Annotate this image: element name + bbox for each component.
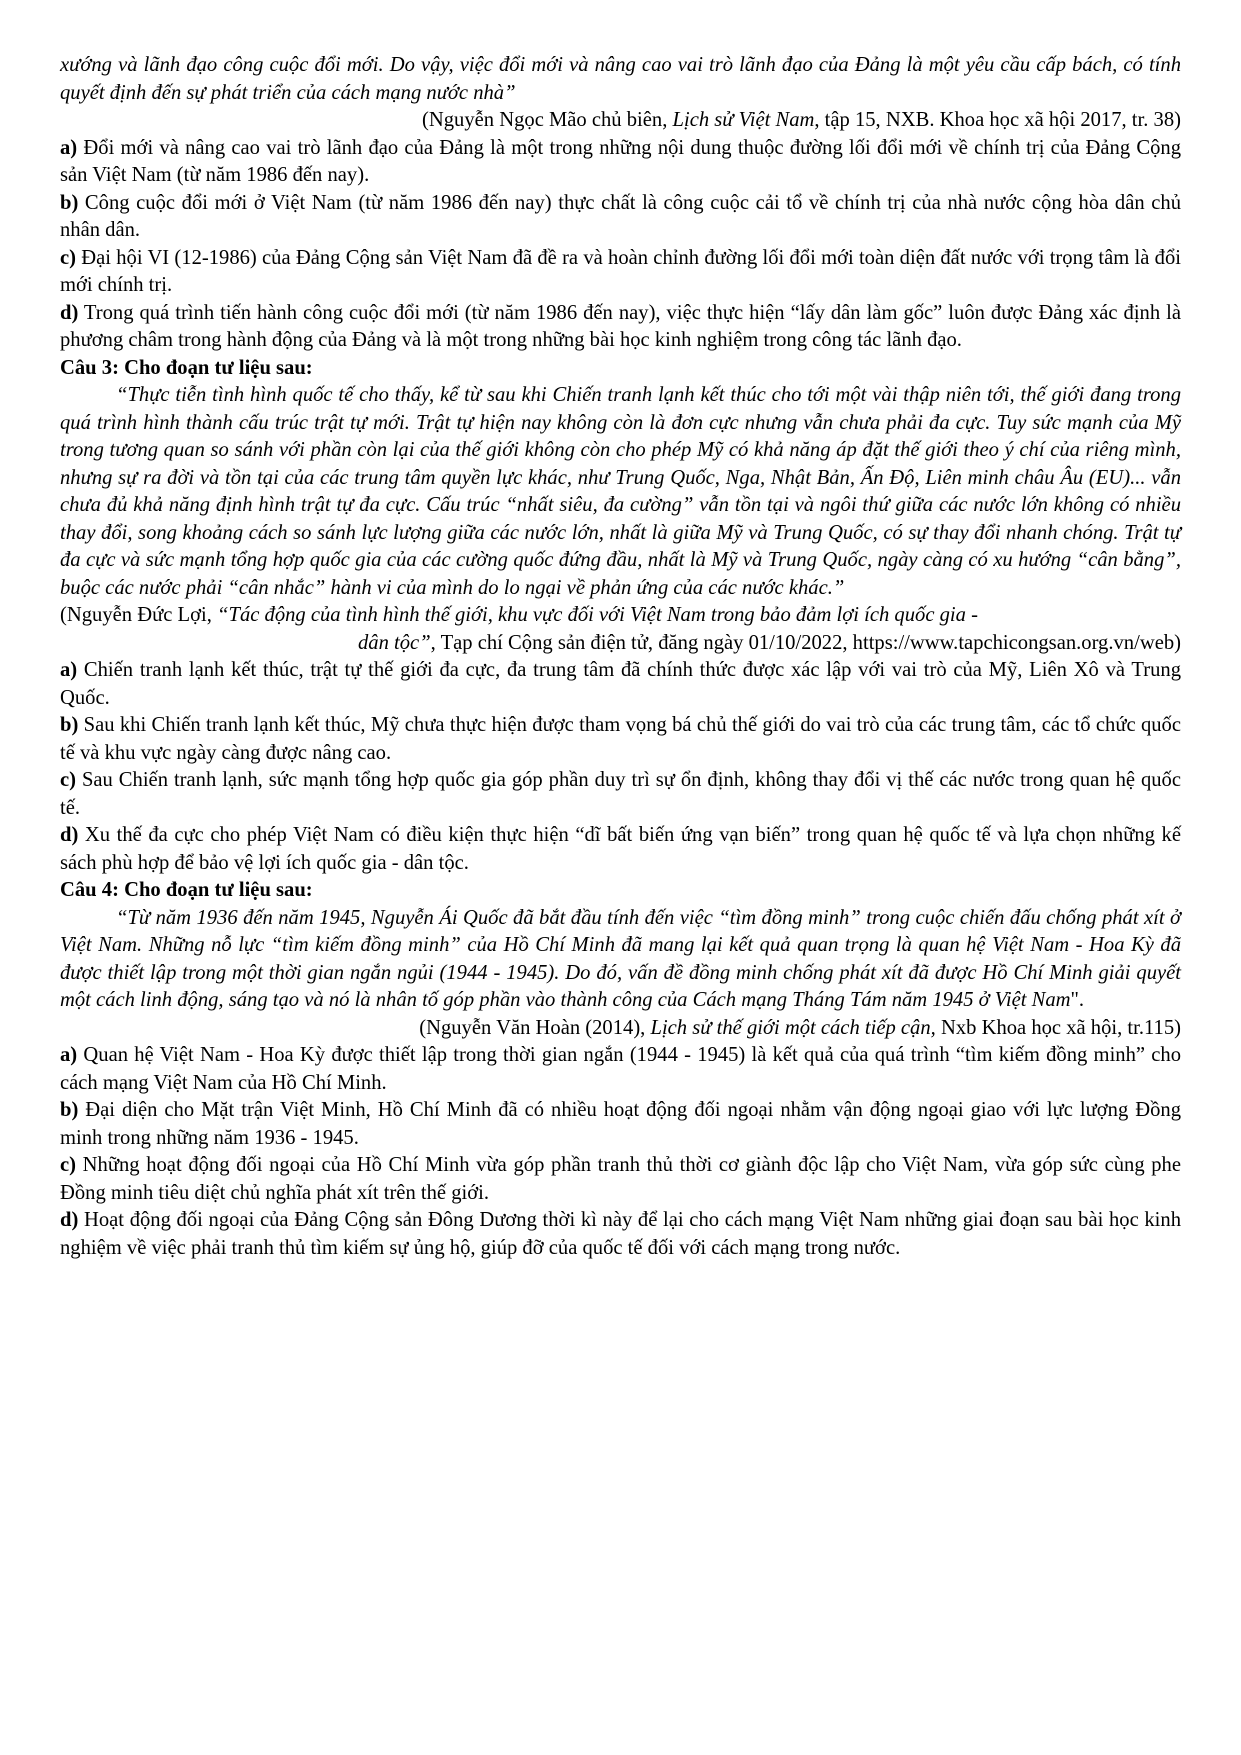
quote-continuation: xướng và lãnh đạo công cuộc đổi mới. Do vậy, việc đổi mới và nâng cao vai trò lãnh đạo của Đảng là một yêu cầu cấp bách, có tính quyết định đến sự phát triển của cách mạng nước nhà”	[60, 54, 1181, 104]
question-3-source: (Nguyễn Đức Lợi, “Tác động của tình hình thế giới, khu vực đối với Việt Nam trong bảo đảm lợi ích quốc gia - dân tộc”, Tạp chí Cộng sản điện tử, đăng ngày 01/10/2022, https://www.tapchicongsan.org.vn/web)	[60, 604, 1181, 654]
statement-c: c) Đại hội VI (12-1986) của Đảng Cộng sản Việt Nam đã đề ra và hoàn chỉnh đường lối đổi mới toàn diện đất nước với trọng tâm là đổi mới chính trị.	[60, 246, 1181, 296]
q4-statement-d: d) Hoạt động đối ngoại của Đảng Cộng sản Đông Dương thời kì này để lại cho cách mạng Việt Nam những giai đoạn sau bài học kinh nghiệm về việc phải tranh thủ tìm kiếm sự ủng hộ, giúp đỡ của quốc tế đối với cách mạng trong nước.	[60, 1209, 1181, 1259]
q3-statement-d: d) Xu thế đa cực cho phép Việt Nam có điều kiện thực hiện “dĩ bất biến ứng vạn biến” trong quan hệ quốc tế và lựa chọn những kế sách phù hợp để bảo vệ lợi ích quốc gia - dân tộc.	[60, 824, 1181, 874]
question-4-source: (Nguyễn Văn Hoàn (2014), Lịch sử thế giới một cách tiếp cận, Nxb Khoa học xã hội, tr.115)	[419, 1016, 1181, 1039]
q4-statement-b: b) Đại diện cho Mặt trận Việt Minh, Hồ Chí Minh đã có nhiều hoạt động đối ngoại nhằm vận động ngoại giao với lực lượng Đồng minh trong những năm 1936 - 1945.	[60, 1099, 1181, 1149]
question-4-quote: “Từ năm 1936 đến năm 1945, Nguyễn Ái Quốc đã bắt đầu tính đến việc “tìm đồng minh” trong cuộc chiến đấu chống phát xít ở Việt Nam. Những nỗ lực “tìm kiếm đồng minh” của Hồ Chí Minh đã mang lại kết quả quan trọng là quan hệ Việt Nam - Hoa Kỳ đã được thiết lập trong một thời gian ngắn ngủi (1944 - 1945). Do đó, vấn đề đồng minh chống phát xít đã được Hồ Chí Minh giải quyết một cách linh động, sáng tạo và nó là nhân tố góp phần vào thành công của Cách mạng Tháng Tám năm 1945 ở Việt Nam".	[60, 906, 1181, 1011]
statement-d: d) Trong quá trình tiến hành công cuộc đổi mới (từ năm 1986 đến nay), việc thực hiện “lấy dân làm gốc” luôn được Đảng xác định là phương châm trong hành động của Đảng và là một trong những bài học kinh nghiệm trong công tác lãnh đạo.	[60, 301, 1181, 351]
statement-a: a) Đổi mới và nâng cao vai trò lãnh đạo của Đảng là một trong những nội dung thuộc đường lối đổi mới về chính trị của Đảng Cộng sản Việt Nam (từ năm 1986 đến nay).	[60, 136, 1181, 186]
source-citation: (Nguyễn Ngọc Mão chủ biên, Lịch sử Việt Nam, tập 15, NXB. Khoa học xã hội 2017, tr. 38)	[422, 109, 1181, 131]
q4-statement-c: c) Những hoạt động đối ngoại của Hồ Chí Minh vừa góp phần tranh thủ thời cơ giành độc lập cho Việt Nam, vừa góp sức cùng phe Đồng minh tiêu diệt chủ nghĩa phát xít trên thế giới.	[60, 1154, 1181, 1204]
question-3-quote: “Thực tiễn tình hình quốc tế cho thấy, kể từ sau khi Chiến tranh lạnh kết thúc cho tới một vài thập niên tới, thế giới đang trong quá trình hình thành cấu trúc trật tự mới. Trật tự hiện nay không còn là đơn cực nhưng vẫn chưa phải đa cực. Tuy sức mạnh của Mỹ trong tương quan so sánh với phần còn lại của thế giới không còn cho phép Mỹ có khả năng áp đặt thế giới theo ý chí của riêng mình, nhưng sự ra đời và tồn tại của các trung tâm quyền lực khác, như Trung Quốc, Nga, Nhật Bản, Ấn Độ, Liên minh châu Âu (EU)... vẫn chưa đủ khả năng định hình trật tự đa cực. Cấu trúc “nhất siêu, đa cường” vẫn tồn tại và ngôi thứ giữa các nước lớn không có nhiều thay đổi, song khoảng cách so sánh lực lượng giữa các nước lớn, nhất là giữa Mỹ và Trung Quốc, có sự thay đổi nhanh chóng. Trật tự đa cực và sức mạnh tổng hợp quốc gia của các cường quốc đứng đầu, nhất là Mỹ và Trung Quốc, ngày càng có xu hướng “cân bằng”, buộc các nước phải “cân nhắc” hành vi của mình do lo ngại về phản ứng của các nước khác.”	[60, 384, 1181, 599]
statement-b: b) Công cuộc đổi mới ở Việt Nam (từ năm 1986 đến nay) thực chất là công cuộc cải tổ về chính trị của nhà nước cộng hòa dân chủ nhân dân.	[60, 191, 1181, 241]
q3-statement-b: b) Sau khi Chiến tranh lạnh kết thúc, Mỹ chưa thực hiện được tham vọng bá chủ thế giới do vai trò của các trung tâm, các tổ chức quốc tế và khu vực ngày càng được nâng cao.	[60, 714, 1181, 764]
q3-statement-a: a) Chiến tranh lạnh kết thúc, trật tự thế giới đa cực, đa trung tâm đã chính thức được xác lập với vai trò của Mỹ, Liên Xô và Trung Quốc.	[60, 659, 1181, 709]
q4-statement-a: a) Quan hệ Việt Nam - Hoa Kỳ được thiết lập trong thời gian ngắn (1944 - 1945) là kết quả của quá trình “tìm kiếm đồng minh” cho cách mạng Việt Nam của Hồ Chí Minh.	[60, 1044, 1181, 1094]
q3-statement-c: c) Sau Chiến tranh lạnh, sức mạnh tổng hợp quốc gia góp phần duy trì sự ổn định, không thay đổi vị thế các nước trong quan hệ quốc tế.	[60, 769, 1181, 819]
question-4-heading: Câu 4: Cho đoạn tư liệu sau:	[60, 879, 313, 901]
question-3-heading: Câu 3: Cho đoạn tư liệu sau:	[60, 356, 313, 379]
